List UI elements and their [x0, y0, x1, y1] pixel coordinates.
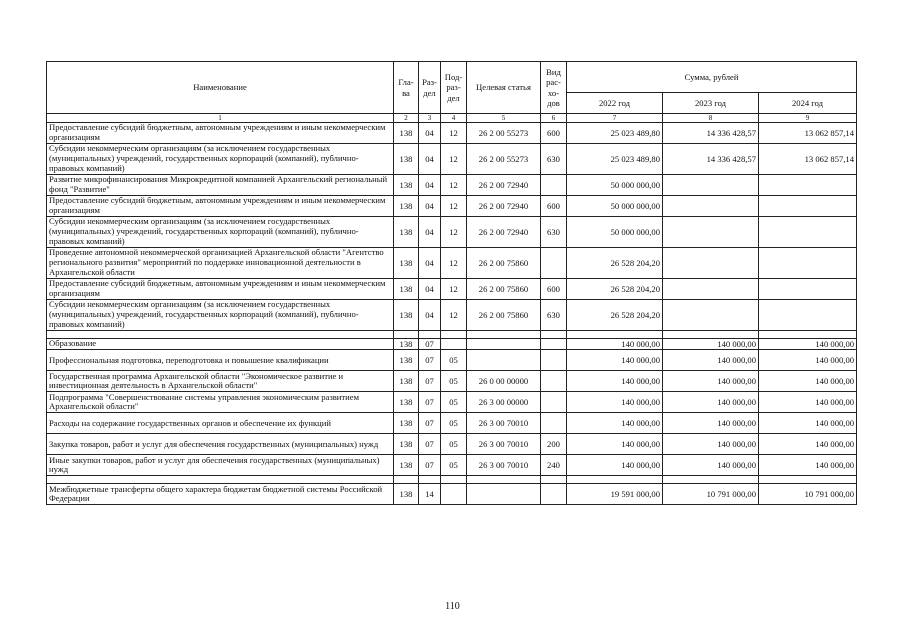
row-amount-2022: 25 023 489,80 [567, 144, 663, 175]
row-podrazdel: 05 [441, 434, 467, 455]
row-razdel: 04 [419, 217, 441, 248]
header-podrazdel: Под-раз-дел [441, 62, 467, 114]
row-glava: 138 [394, 248, 419, 279]
table-row [47, 331, 857, 339]
table-row [47, 123, 857, 144]
row-amount-2024 [759, 248, 857, 279]
row-amount-2024: 140 000,00 [759, 392, 857, 413]
table-row [47, 144, 857, 175]
row-razdel: 04 [419, 175, 441, 196]
row-name: Расходы на содержание государственных органов и обеспечение их функций [47, 413, 394, 434]
row-name: Предоставление субсидий бюджетным, автономным учреждениям и иным некоммерческим организациям [47, 196, 394, 217]
column-number: 5 [467, 114, 541, 123]
row-name: Развитие микрофинансирования Микрокредитной компанией Архангельский региональный фонд "Развитие" [47, 175, 394, 196]
header-vid: Вид рас-хо-дов [541, 62, 567, 114]
row-target [467, 350, 541, 371]
row-vid [541, 484, 567, 505]
table-row [47, 455, 857, 476]
row-amount-2022: 140 000,00 [567, 413, 663, 434]
row-name [47, 331, 394, 339]
row-podrazdel: 05 [441, 392, 467, 413]
row-podrazdel [441, 331, 467, 339]
row-amount-2023: 140 000,00 [663, 339, 759, 350]
row-name: Государственная программа Архангельской области "Экономическое развитие и инвестиционная деятельность в Архангельской области" [47, 371, 394, 392]
row-amount-2022: 140 000,00 [567, 434, 663, 455]
row-name: Межбюджетные трансферты общего характера бюджетам бюджетной системы Российской Федерации [47, 484, 394, 505]
row-razdel: 07 [419, 413, 441, 434]
row-glava: 138 [394, 434, 419, 455]
row-target: 26 3 00 70010 [467, 455, 541, 476]
row-target: 26 3 00 70010 [467, 413, 541, 434]
row-glava: 138 [394, 392, 419, 413]
row-vid [541, 175, 567, 196]
row-podrazdel: 05 [441, 350, 467, 371]
row-target: 26 2 00 55273 [467, 123, 541, 144]
column-numbers-row [47, 114, 857, 123]
row-amount-2023 [663, 248, 759, 279]
row-glava: 138 [394, 339, 419, 350]
row-amount-2024 [759, 279, 857, 300]
row-vid: 240 [541, 455, 567, 476]
row-amount-2023: 140 000,00 [663, 434, 759, 455]
row-vid: 600 [541, 279, 567, 300]
row-glava: 138 [394, 300, 419, 331]
row-amount-2024 [759, 476, 857, 484]
row-razdel: 07 [419, 339, 441, 350]
row-target: 26 3 00 70010 [467, 434, 541, 455]
budget-table [46, 61, 857, 505]
row-amount-2024 [759, 196, 857, 217]
row-razdel: 07 [419, 455, 441, 476]
row-amount-2023: 14 336 428,57 [663, 123, 759, 144]
row-glava: 138 [394, 144, 419, 175]
row-glava: 138 [394, 484, 419, 505]
row-glava: 138 [394, 371, 419, 392]
row-podrazdel [441, 339, 467, 350]
row-amount-2024 [759, 217, 857, 248]
row-amount-2024 [759, 331, 857, 339]
row-vid: 630 [541, 217, 567, 248]
row-amount-2024: 13 062 857,14 [759, 123, 857, 144]
table-row [47, 217, 857, 248]
row-amount-2024: 140 000,00 [759, 339, 857, 350]
row-glava: 138 [394, 413, 419, 434]
row-amount-2023: 140 000,00 [663, 371, 759, 392]
table-row [47, 392, 857, 413]
row-vid [541, 331, 567, 339]
table-body [47, 123, 857, 505]
row-podrazdel: 12 [441, 196, 467, 217]
row-vid [541, 476, 567, 484]
row-amount-2022: 25 023 489,80 [567, 123, 663, 144]
row-razdel: 07 [419, 371, 441, 392]
row-amount-2022: 19 591 000,00 [567, 484, 663, 505]
table-row [47, 413, 857, 434]
row-amount-2023: 140 000,00 [663, 392, 759, 413]
row-target: 26 2 00 72940 [467, 217, 541, 248]
row-amount-2023: 14 336 428,57 [663, 144, 759, 175]
header-year-2023: 2023 год [663, 93, 759, 114]
row-vid [541, 392, 567, 413]
header-razdel: Раз-дел [419, 62, 441, 114]
row-amount-2023: 140 000,00 [663, 413, 759, 434]
row-target [467, 339, 541, 350]
column-number: 4 [441, 114, 467, 123]
row-glava [394, 476, 419, 484]
column-number: 2 [394, 114, 419, 123]
row-podrazdel: 12 [441, 248, 467, 279]
column-number: 3 [419, 114, 441, 123]
row-amount-2023 [663, 476, 759, 484]
row-amount-2023 [663, 196, 759, 217]
row-podrazdel [441, 484, 467, 505]
header-row [47, 62, 857, 93]
row-amount-2024: 140 000,00 [759, 350, 857, 371]
row-target: 26 2 00 75860 [467, 279, 541, 300]
row-glava: 138 [394, 455, 419, 476]
row-target: 26 2 00 75860 [467, 300, 541, 331]
row-name: Субсидии некоммерческим организациям (за исключением государственных (муниципальных) учреждений, государственных корпораций (компаний), публично-правовых компаний) [47, 217, 394, 248]
row-razdel: 07 [419, 350, 441, 371]
row-amount-2024: 140 000,00 [759, 413, 857, 434]
table-row [47, 476, 857, 484]
row-amount-2023 [663, 300, 759, 331]
row-vid [541, 248, 567, 279]
row-amount-2023: 10 791 000,00 [663, 484, 759, 505]
row-razdel [419, 476, 441, 484]
row-target [467, 331, 541, 339]
table-row [47, 371, 857, 392]
row-razdel: 04 [419, 196, 441, 217]
row-amount-2022: 50 000 000,00 [567, 217, 663, 248]
row-amount-2024: 13 062 857,14 [759, 144, 857, 175]
row-amount-2024 [759, 175, 857, 196]
column-number: 7 [567, 114, 663, 123]
column-number: 9 [759, 114, 857, 123]
row-amount-2024: 140 000,00 [759, 434, 857, 455]
row-amount-2024: 140 000,00 [759, 371, 857, 392]
table-row [47, 339, 857, 350]
row-amount-2023 [663, 331, 759, 339]
row-podrazdel: 05 [441, 455, 467, 476]
row-target: 26 2 00 72940 [467, 196, 541, 217]
row-name: Образование [47, 339, 394, 350]
row-target: 26 0 00 00000 [467, 371, 541, 392]
row-amount-2022: 140 000,00 [567, 371, 663, 392]
row-amount-2024 [759, 300, 857, 331]
row-podrazdel: 05 [441, 371, 467, 392]
row-name: Закупка товаров, работ и услуг для обеспечения государственных (муниципальных) нужд [47, 434, 394, 455]
header-sum: Сумма, рублей [567, 62, 857, 93]
row-name: Иные закупки товаров, работ и услуг для обеспечения государственных (муниципальных) нужд [47, 455, 394, 476]
page-number: 110 [445, 601, 460, 612]
row-podrazdel: 12 [441, 144, 467, 175]
column-number: 8 [663, 114, 759, 123]
row-glava: 138 [394, 196, 419, 217]
row-name: Предоставление субсидий бюджетным, автономным учреждениям и иным некоммерческим организациям [47, 123, 394, 144]
row-vid: 630 [541, 300, 567, 331]
row-amount-2022: 26 528 204,20 [567, 248, 663, 279]
row-podrazdel: 12 [441, 175, 467, 196]
row-amount-2023: 140 000,00 [663, 455, 759, 476]
row-amount-2024: 140 000,00 [759, 455, 857, 476]
row-target: 26 2 00 72940 [467, 175, 541, 196]
table-row [47, 196, 857, 217]
row-amount-2022: 26 528 204,20 [567, 279, 663, 300]
row-razdel: 04 [419, 279, 441, 300]
header-year-2022: 2022 год [567, 93, 663, 114]
column-number: 1 [47, 114, 394, 123]
row-name: Подпрограмма "Совершенствование системы управления экономическим развитием Архангельской области" [47, 392, 394, 413]
row-amount-2022: 26 528 204,20 [567, 300, 663, 331]
row-razdel: 04 [419, 144, 441, 175]
row-razdel: 04 [419, 123, 441, 144]
row-razdel: 04 [419, 300, 441, 331]
row-amount-2022: 50 000 000,00 [567, 196, 663, 217]
row-glava [394, 331, 419, 339]
row-name [47, 476, 394, 484]
row-target: 26 2 00 55273 [467, 144, 541, 175]
row-vid [541, 371, 567, 392]
row-razdel: 07 [419, 392, 441, 413]
row-vid: 630 [541, 144, 567, 175]
table-row [47, 248, 857, 279]
row-podrazdel: 12 [441, 217, 467, 248]
row-podrazdel [441, 476, 467, 484]
row-glava: 138 [394, 123, 419, 144]
row-amount-2022 [567, 476, 663, 484]
row-amount-2022 [567, 331, 663, 339]
row-vid: 600 [541, 196, 567, 217]
row-razdel: 07 [419, 434, 441, 455]
row-vid [541, 413, 567, 434]
row-name: Профессиональная подготовка, переподготовка и повышение квалификации [47, 350, 394, 371]
header-glava: Гла-ва [394, 62, 419, 114]
header-name: Наименование [47, 62, 394, 114]
row-target: 26 2 00 75860 [467, 248, 541, 279]
row-podrazdel: 12 [441, 300, 467, 331]
row-amount-2023: 140 000,00 [663, 350, 759, 371]
row-target: 26 3 00 00000 [467, 392, 541, 413]
row-name: Проведение автономной некоммерческой организацией Архангельской области "Агентство регионального развития" мероприятий по поддержке инновационной деятельности в Архангельской области [47, 248, 394, 279]
row-amount-2023 [663, 279, 759, 300]
header-target: Целевая статья [467, 62, 541, 114]
row-glava: 138 [394, 279, 419, 300]
row-amount-2024: 10 791 000,00 [759, 484, 857, 505]
table-row [47, 434, 857, 455]
row-glava: 138 [394, 175, 419, 196]
row-target [467, 476, 541, 484]
row-name: Субсидии некоммерческим организациям (за исключением государственных (муниципальных) учреждений, государственных корпораций (компаний), публично-правовых компаний) [47, 144, 394, 175]
row-podrazdel: 12 [441, 279, 467, 300]
table-row [47, 279, 857, 300]
row-razdel: 04 [419, 248, 441, 279]
table-row [47, 484, 857, 505]
row-razdel: 14 [419, 484, 441, 505]
row-podrazdel: 05 [441, 413, 467, 434]
row-amount-2023 [663, 175, 759, 196]
column-number: 6 [541, 114, 567, 123]
row-vid: 600 [541, 123, 567, 144]
row-podrazdel: 12 [441, 123, 467, 144]
row-name: Субсидии некоммерческим организациям (за исключением государственных (муниципальных) учреждений, государственных корпораций (компаний), публично-правовых компаний) [47, 300, 394, 331]
row-vid: 200 [541, 434, 567, 455]
row-amount-2022: 140 000,00 [567, 392, 663, 413]
row-amount-2022: 140 000,00 [567, 455, 663, 476]
row-razdel [419, 331, 441, 339]
table-row [47, 175, 857, 196]
header-year-2024: 2024 год [759, 93, 857, 114]
table-row [47, 300, 857, 331]
row-amount-2022: 140 000,00 [567, 339, 663, 350]
row-vid [541, 339, 567, 350]
row-target [467, 484, 541, 505]
row-glava: 138 [394, 217, 419, 248]
row-name: Предоставление субсидий бюджетным, автономным учреждениям и иным некоммерческим организациям [47, 279, 394, 300]
row-amount-2022: 140 000,00 [567, 350, 663, 371]
row-glava: 138 [394, 350, 419, 371]
table-row [47, 350, 857, 371]
row-vid [541, 350, 567, 371]
row-amount-2022: 50 000 000,00 [567, 175, 663, 196]
row-amount-2023 [663, 217, 759, 248]
